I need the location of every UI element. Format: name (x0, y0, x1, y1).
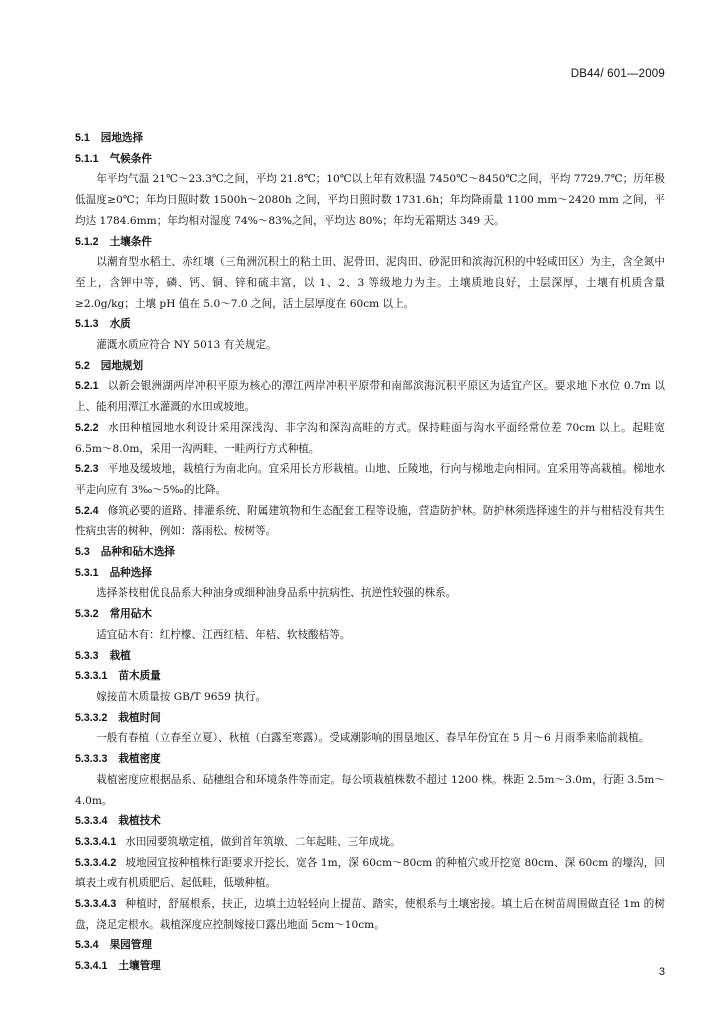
planting-time-paragraph: 一般有春植（立春至立夏）、秋植（白露至寒露）。受咸潮影响的围垦地区、春旱年份宜在 5 月～6 月雨季来临前栽植。 (96, 732, 650, 745)
seedling-quality-paragraph: 嫁接苗木质量按 GB/T 9659 执行。 (96, 690, 267, 703)
clause-5-3-3-4-1: 5.3.3.4.1 水田园要筑墩定植，做到首年筑墩、二年起畦、三年成垅。 (75, 835, 401, 848)
soil-paragraph: 以潮育型水稻土、赤红壤（三角洲沉积土的粘土田、泥骨田、泥肉田、砂泥田和滨海沉积的中轻咸田区）为主，含全氮中至上，含钾中等，磷、钙、铜、锌和硫丰富，以 1、2、3 等级地力为主。土壤质地良好，土层深厚，土壤有机质含量≥2.0g/kg；土壤 pH 值在 5.0～7.0 之间，活土层厚度在 60cm 以上。 (75, 256, 665, 310)
heading-5-3-3-4: 5.3.3.4 栽植技术 (75, 815, 161, 828)
heading-5-1: 5.1 园地选择 (75, 132, 144, 144)
rootstock-paragraph: 适宜砧木有：红柠檬、江西红桔、年桔、软枝酸桔等。 (96, 628, 351, 641)
document-code: DB44/ 601—2009 (570, 68, 665, 80)
heading-5-3-3-3: 5.3.3.3 栽植密度 (75, 753, 161, 766)
climate-paragraph: 年平均气温 21℃～23.3℃之间，平均 21.8℃；10℃以上年有效积温 7450℃～8450℃之间，平均 7729.7℃；历年极低温度≥0℃；年均日照时数 1500h～2080h 之间，平均日照时数 1731.6h；年均降雨量 1100 mm～2420 mm 之间，平均达 1784.6mm；年均相对湿度 74%～83%之间，平均达 80%；年均无霜期达 349 天。 (75, 173, 665, 227)
heading-5-3-3-2: 5.3.3.2 栽植时间 (75, 711, 161, 724)
clause-5-2-2: 5.2.2 水田种植园地水利设计采用深浅沟、非字沟和深沟高畦的方式。保持畦面与沟水平面经常位差 70cm 以上。起畦宽 6.5m～8.0m，采用一沟两畦、一畦两行方式种植。 (75, 421, 665, 455)
clause-5-3-3-4-2: 5.3.3.4.2 坡地园宜按种植株行距要求开挖长、宽各 1m，深 60cm～80cm 的种植穴或开挖宽 80cm、深 60cm 的壕沟，回填表土或有机质肥后、起低畦，低墩种植。 (75, 856, 665, 890)
heading-5-3-2: 5.3.2 常用砧木 (75, 608, 152, 621)
heading-5-1-2: 5.1.2 土壤条件 (75, 235, 152, 248)
heading-5-3-4: 5.3.4 果园管理 (75, 939, 152, 952)
heading-5-3-3-1: 5.3.3.1 苗木质量 (75, 670, 161, 683)
clause-5-2-4: 5.2.4 修筑必要的道路、排灌系统、附属建筑物和生态配套工程等设施，营造防护林。防护林须选择速生的并与柑桔没有共生性病虫害的树种，例如：落雨松、桉树等。 (75, 504, 665, 538)
heading-5-1-1: 5.1.1 气候条件 (75, 152, 152, 165)
page-number: 3 (658, 966, 665, 978)
variety-paragraph: 选择茶枝柑优良品系大种油身或细种油身品系中抗病性、抗逆性较强的株系。 (96, 587, 457, 600)
document-body (75, 128, 665, 977)
heading-5-3: 5.3 品种和砧木选择 (75, 546, 175, 559)
planting-density-paragraph: 栽植密度应根据品系、砧穗组合和环境条件等而定。每公顷栽植株数不超过 1200 株。株距 2.5m～3.0m，行距 3.5m～4.0m。 (75, 773, 665, 807)
clause-5-2-1: 5.2.1 以新会银洲湖两岸冲积平原为核心的潭江两岸冲积平原带和南部滨海沉积平原区为适宜产区。要求地下水位 0.7m 以上、能利用潭江水灌溉的水田或坡地。 (75, 380, 665, 414)
heading-5-2: 5.2 园地规划 (75, 359, 144, 372)
water-paragraph: 灌溉水质应符合 NY 5013 有关规定。 (96, 339, 277, 352)
clause-5-2-3: 5.2.3 平地及缓坡地，栽植行为南北向。宜采用长方形栽植。山地、丘陵地，行向与梯地走向相同。宜采用等高栽植。梯地水平走向应有 3‰～5‰的比降。 (75, 463, 665, 496)
clause-5-3-3-4-3: 5.3.3.4.3 种植时，舒展根系，扶正，边填土边轻轻向上提苗、踏实，使根系与土壤密接。填土后在树苗周围做直径 1m 的树盘，浇足定根水。栽植深度应控制嫁接口露出地面 5cm～10cm。 (75, 898, 665, 931)
heading-5-1-3: 5.1.3 水质 (75, 318, 131, 331)
heading-5-3-3: 5.3.3 栽植 (75, 649, 131, 662)
heading-5-3-1: 5.3.1 品种选择 (75, 566, 152, 579)
heading-5-3-4-1: 5.3.4.1 土壤管理 (75, 960, 161, 973)
